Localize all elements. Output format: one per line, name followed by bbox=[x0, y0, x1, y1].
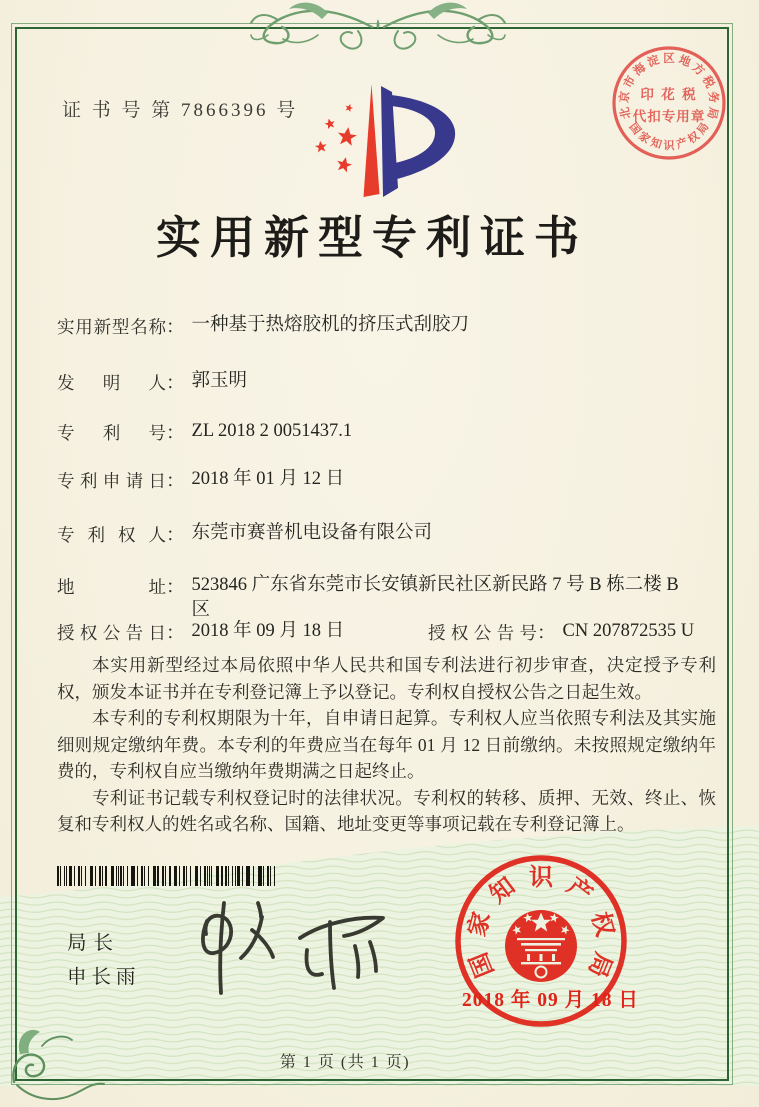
field-colon: ： bbox=[166, 578, 185, 598]
field-row-address bbox=[57, 573, 719, 623]
tax-stamp-line1: 印 花 税 bbox=[640, 87, 698, 102]
legal-text bbox=[57, 652, 716, 838]
svg-text:方: 方 bbox=[689, 60, 707, 79]
field-row-filing-date bbox=[57, 467, 719, 493]
field-label: 专利申请日 bbox=[57, 471, 166, 491]
field-value: 一种基于热熔胶机的挤压式刮胶刀 bbox=[191, 315, 470, 335]
field-value: 2018 年 09 月 18 日 bbox=[191, 621, 345, 641]
field-value: 523846 广东省东莞市长安镇新民社区新民路 7 号 B 栋二楼 B 区 bbox=[191, 575, 679, 620]
legal-paragraph-3: 专利证书记载专利权登记时的法律状况。专利权的转移、质押、无效、终止、恢复和专利权人的姓名或名称、国籍、地址变更等事项记载在专利登记簿上。 bbox=[57, 787, 716, 834]
svg-text:权: 权 bbox=[685, 130, 702, 147]
field-colon: ： bbox=[166, 318, 185, 338]
svg-text:识: 识 bbox=[529, 865, 553, 891]
field-label: 专利权人 bbox=[57, 525, 166, 545]
field-label: 地址 bbox=[57, 577, 166, 597]
certificate-title: 实用新型专利证书 bbox=[155, 213, 588, 263]
field-colon: ： bbox=[166, 374, 185, 394]
svg-text:务: 务 bbox=[705, 90, 721, 104]
officer-title: 局长 bbox=[67, 933, 121, 954]
legal-paragraph-1: 本实用新型经过本局依照中华人民共和国专利法进行初步审查，决定授予专利权，颁发本证书并在专利登记簿上予以登记。专利权自授权公告之日起生效。 bbox=[57, 655, 716, 702]
field-row-gazette-no bbox=[428, 619, 718, 645]
svg-text:税: 税 bbox=[699, 73, 717, 91]
field-value: 郭玉明 bbox=[191, 371, 248, 391]
svg-text:淀: 淀 bbox=[645, 53, 662, 70]
field-colon: ： bbox=[537, 624, 556, 644]
svg-text:产: 产 bbox=[561, 873, 597, 909]
svg-text:区: 区 bbox=[663, 52, 675, 65]
barcode bbox=[57, 866, 278, 886]
field-label: 专利号 bbox=[57, 423, 166, 443]
field-label: 发明人 bbox=[57, 373, 166, 393]
field-row-grant-date bbox=[57, 619, 417, 645]
svg-text:京: 京 bbox=[617, 90, 633, 104]
svg-text:知: 知 bbox=[648, 136, 664, 152]
field-row-name bbox=[57, 313, 719, 339]
legal-paragraph-2: 本专利的专利权期限为十年，自申请日起算。专利权人应当依照专利法及其实施细则规定缴纳年费。本专利的年费应当在每年 01 月 12 日前缴纳。未按照规定缴纳年费的，专利权自应当缴纳年费期满之日起终止。 bbox=[57, 708, 716, 781]
tax-stamp-line2: 代扣专用章 bbox=[632, 109, 706, 124]
frame-inner bbox=[15, 27, 729, 1081]
svg-text:知: 知 bbox=[485, 873, 521, 909]
svg-text:海: 海 bbox=[631, 60, 649, 79]
svg-text:地: 地 bbox=[676, 53, 693, 70]
svg-text:市: 市 bbox=[621, 73, 639, 91]
field-row-patent-no bbox=[57, 419, 719, 445]
field-colon: ： bbox=[166, 624, 185, 644]
field-label: 实用新型名称 bbox=[57, 317, 166, 337]
field-row-patentee bbox=[57, 521, 719, 547]
svg-text:权: 权 bbox=[586, 909, 618, 940]
svg-text:局: 局 bbox=[704, 105, 721, 121]
certificate-number: 证 书 号 第 7866396 号 bbox=[62, 100, 299, 121]
field-value: 东莞市赛普机电设备有限公司 bbox=[191, 523, 433, 543]
field-colon: ： bbox=[166, 472, 185, 492]
svg-text:家: 家 bbox=[464, 909, 496, 940]
svg-text:识: 识 bbox=[663, 140, 675, 152]
officer-name: 申长雨 bbox=[67, 967, 141, 988]
svg-text:国: 国 bbox=[626, 120, 643, 137]
field-value: ZL 2018 2 0051437.1 bbox=[191, 421, 353, 441]
field-colon: ： bbox=[166, 526, 185, 546]
svg-text:家: 家 bbox=[636, 130, 653, 147]
field-colon: ： bbox=[166, 424, 185, 444]
page-footer: 第 1 页 (共 1 页) bbox=[279, 1054, 411, 1071]
seal-date: 2018 年 09 月 18 日 bbox=[462, 990, 639, 1011]
svg-text:产: 产 bbox=[674, 136, 690, 152]
svg-text:局: 局 bbox=[695, 120, 712, 137]
field-label: 授权公告号 bbox=[428, 623, 537, 643]
svg-text:国: 国 bbox=[466, 948, 500, 981]
field-label: 授权公告日 bbox=[57, 623, 166, 643]
svg-text:北: 北 bbox=[617, 105, 634, 121]
svg-text:局: 局 bbox=[582, 948, 616, 981]
field-value: CN 207872535 U bbox=[562, 621, 695, 641]
field-value: 2018 年 01 月 12 日 bbox=[191, 469, 345, 489]
field-row-inventor bbox=[57, 369, 719, 395]
